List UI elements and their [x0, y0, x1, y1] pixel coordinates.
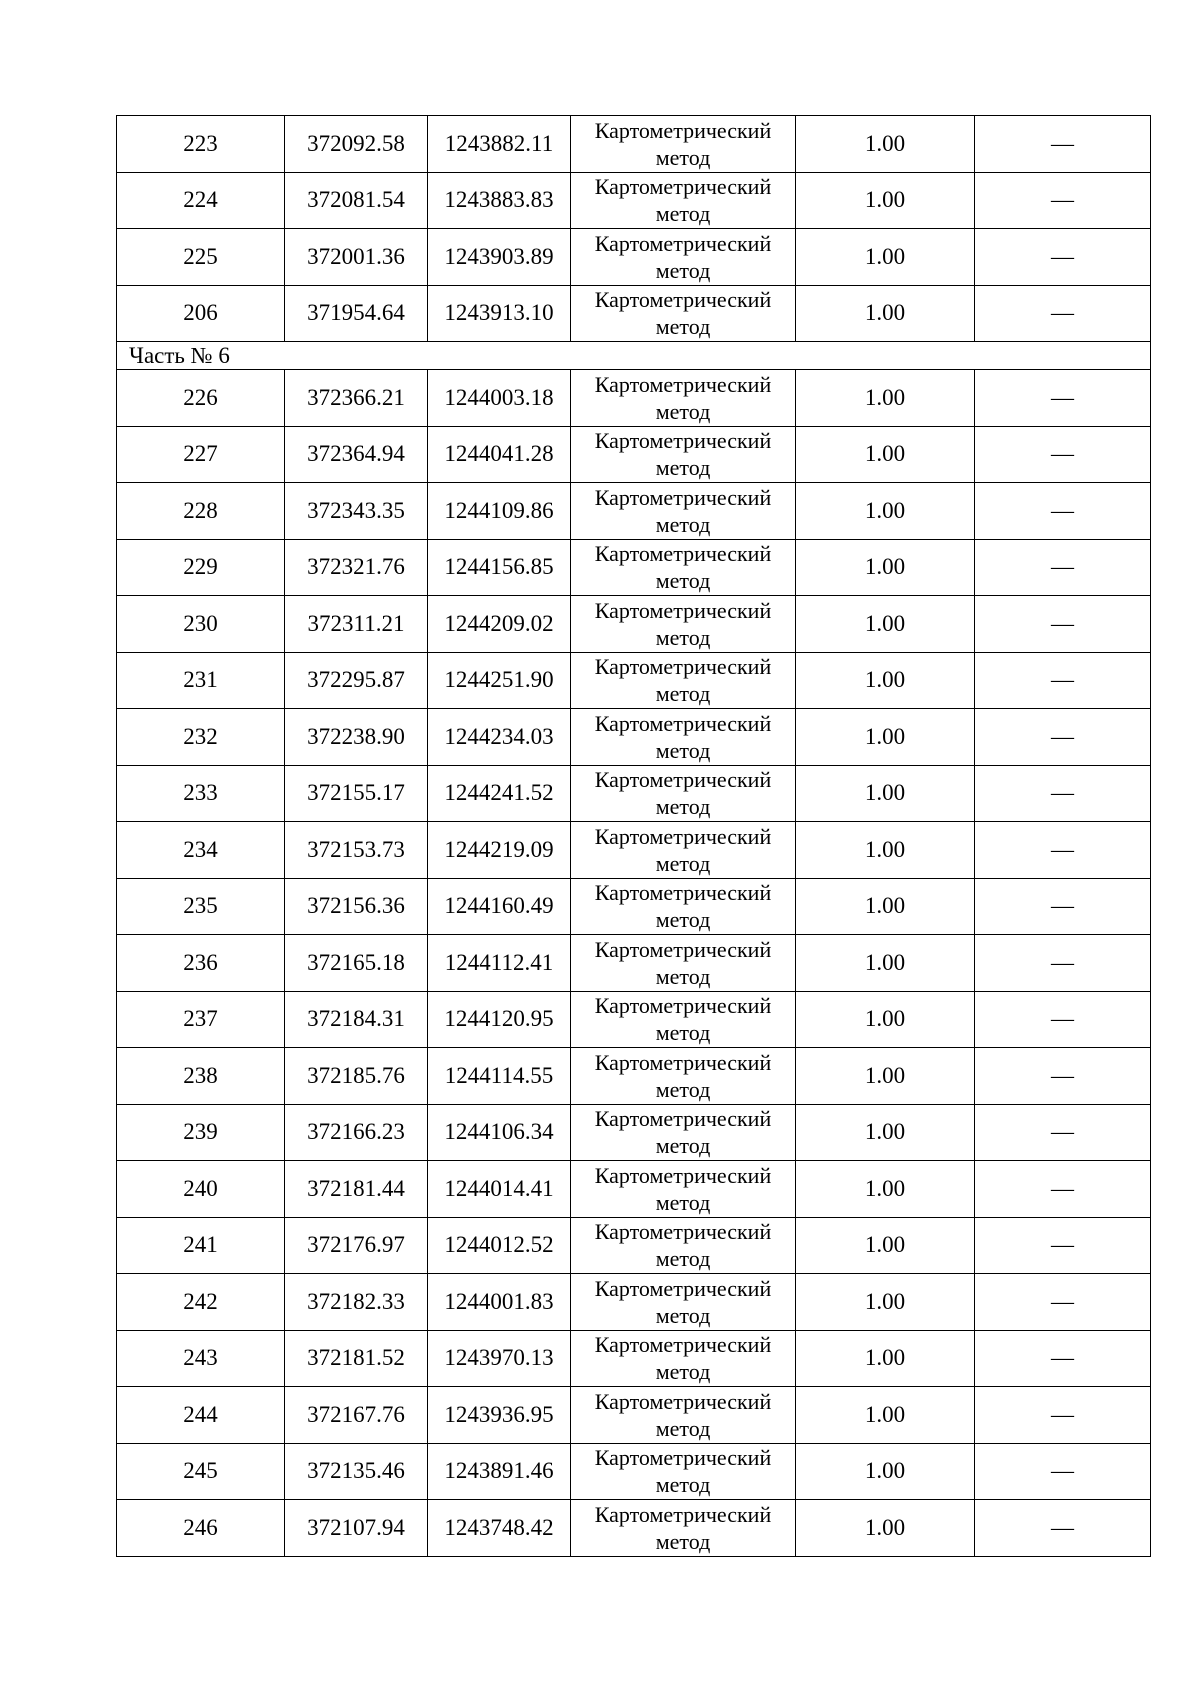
method-cell [571, 765, 796, 822]
precision-cell: 1.00 [796, 483, 975, 540]
method-cell [571, 1104, 796, 1161]
point-number-cell: 235 [117, 878, 285, 935]
method-line-2: метод [655, 398, 711, 424]
note-cell: — [975, 935, 1151, 992]
method-line-1: Картометрический [594, 1219, 772, 1245]
precision-cell: 1.00 [796, 370, 975, 427]
note-cell: — [975, 1217, 1151, 1274]
method-line-2: метод [655, 144, 711, 170]
x-coordinate-cell: 372238.90 [285, 709, 428, 766]
table-row [117, 426, 1151, 483]
precision-cell: 1.00 [796, 116, 975, 173]
y-coordinate-cell: 1244234.03 [428, 709, 571, 766]
point-number-cell: 238 [117, 1048, 285, 1105]
x-coordinate-cell: 372343.35 [285, 483, 428, 540]
point-number-cell: 232 [117, 709, 285, 766]
point-number-cell: 228 [117, 483, 285, 540]
method-line-1: Картометрический [594, 1445, 772, 1471]
method-line-1: Картометрический [594, 1049, 772, 1075]
method-cell [571, 172, 796, 229]
y-coordinate-cell: 1243970.13 [428, 1330, 571, 1387]
x-coordinate-cell: 372165.18 [285, 935, 428, 992]
method-line-2: метод [655, 1415, 711, 1441]
point-number-cell: 244 [117, 1387, 285, 1444]
point-number-cell: 246 [117, 1500, 285, 1557]
method-line-2: метод [655, 455, 711, 481]
method-line-2: метод [655, 681, 711, 707]
x-coordinate-cell: 372001.36 [285, 229, 428, 286]
y-coordinate-cell: 1244106.34 [428, 1104, 571, 1161]
point-number-cell: 225 [117, 229, 285, 286]
method-cell [571, 1048, 796, 1105]
table-row [117, 483, 1151, 540]
method-cell [571, 1217, 796, 1274]
method-line-2: метод [655, 1020, 711, 1046]
method-line-1: Картометрический [594, 823, 772, 849]
y-coordinate-cell: 1243882.11 [428, 116, 571, 173]
table-row [117, 1443, 1151, 1500]
point-number-cell: 224 [117, 172, 285, 229]
section-header-row [117, 342, 1151, 370]
x-coordinate-cell: 372167.76 [285, 1387, 428, 1444]
note-cell: — [975, 1330, 1151, 1387]
precision-cell: 1.00 [796, 1161, 975, 1218]
method-cell [571, 709, 796, 766]
method-cell [571, 1161, 796, 1218]
point-number-cell: 245 [117, 1443, 285, 1500]
method-line-2: метод [655, 1246, 711, 1272]
method-cell [571, 426, 796, 483]
x-coordinate-cell: 372182.33 [285, 1274, 428, 1331]
method-line-1: Картометрический [594, 484, 772, 510]
method-cell [571, 596, 796, 653]
method-line-2: метод [655, 1302, 711, 1328]
table-row [117, 822, 1151, 879]
x-coordinate-cell: 372364.94 [285, 426, 428, 483]
note-cell: — [975, 822, 1151, 879]
y-coordinate-cell: 1244112.41 [428, 935, 571, 992]
y-coordinate-cell: 1244014.41 [428, 1161, 571, 1218]
precision-cell: 1.00 [796, 1387, 975, 1444]
table-row [117, 1500, 1151, 1557]
precision-cell: 1.00 [796, 426, 975, 483]
method-line-1: Картометрический [594, 1332, 772, 1358]
y-coordinate-cell: 1244209.02 [428, 596, 571, 653]
note-cell: — [975, 1161, 1151, 1218]
method-cell [571, 991, 796, 1048]
point-number-cell: 206 [117, 285, 285, 342]
y-coordinate-cell: 1244001.83 [428, 1274, 571, 1331]
method-line-2: метод [655, 201, 711, 227]
method-line-1: Картометрический [594, 428, 772, 454]
method-line-1: Картометрический [594, 287, 772, 313]
method-line-2: метод [655, 1359, 711, 1385]
note-cell: — [975, 285, 1151, 342]
table-row [117, 1048, 1151, 1105]
point-number-cell: 239 [117, 1104, 285, 1161]
method-cell [571, 229, 796, 286]
method-cell [571, 116, 796, 173]
method-cell [571, 285, 796, 342]
y-coordinate-cell: 1244041.28 [428, 426, 571, 483]
method-line-2: метод [655, 1472, 711, 1498]
table-row [117, 370, 1151, 427]
y-coordinate-cell: 1244003.18 [428, 370, 571, 427]
method-line-2: метод [655, 568, 711, 594]
method-line-2: метод [655, 850, 711, 876]
y-coordinate-cell: 1243891.46 [428, 1443, 571, 1500]
x-coordinate-cell: 372081.54 [285, 172, 428, 229]
table-row [117, 116, 1151, 173]
x-coordinate-cell: 372185.76 [285, 1048, 428, 1105]
precision-cell: 1.00 [796, 1274, 975, 1331]
point-number-cell: 223 [117, 116, 285, 173]
method-line-2: метод [655, 257, 711, 283]
table-row [117, 1217, 1151, 1274]
point-number-cell: 236 [117, 935, 285, 992]
table-row [117, 991, 1151, 1048]
method-line-1: Картометрический [594, 654, 772, 680]
precision-cell: 1.00 [796, 822, 975, 879]
method-line-1: Картометрический [594, 1106, 772, 1132]
precision-cell: 1.00 [796, 539, 975, 596]
note-cell: — [975, 426, 1151, 483]
method-cell [571, 1443, 796, 1500]
method-line-1: Картометрический [594, 993, 772, 1019]
method-line-2: метод [655, 624, 711, 650]
table-row [117, 765, 1151, 822]
x-coordinate-cell: 372156.36 [285, 878, 428, 935]
point-number-cell: 226 [117, 370, 285, 427]
table-row [117, 1161, 1151, 1218]
precision-cell: 1.00 [796, 1048, 975, 1105]
table-row [117, 285, 1151, 342]
note-cell: — [975, 1274, 1151, 1331]
y-coordinate-cell: 1244241.52 [428, 765, 571, 822]
precision-cell: 1.00 [796, 1500, 975, 1557]
note-cell: — [975, 652, 1151, 709]
point-number-cell: 242 [117, 1274, 285, 1331]
x-coordinate-cell: 372321.76 [285, 539, 428, 596]
y-coordinate-cell: 1244114.55 [428, 1048, 571, 1105]
precision-cell: 1.00 [796, 935, 975, 992]
method-line-1: Картометрический [594, 1275, 772, 1301]
precision-cell: 1.00 [796, 878, 975, 935]
method-line-2: метод [655, 737, 711, 763]
y-coordinate-cell: 1244109.86 [428, 483, 571, 540]
method-cell [571, 822, 796, 879]
note-cell: — [975, 596, 1151, 653]
x-coordinate-cell: 372184.31 [285, 991, 428, 1048]
precision-cell: 1.00 [796, 765, 975, 822]
x-coordinate-cell: 372153.73 [285, 822, 428, 879]
point-number-cell: 243 [117, 1330, 285, 1387]
method-line-1: Картометрический [594, 230, 772, 256]
method-cell [571, 1274, 796, 1331]
note-cell: — [975, 229, 1151, 286]
precision-cell: 1.00 [796, 652, 975, 709]
y-coordinate-cell: 1244251.90 [428, 652, 571, 709]
note-cell: — [975, 1443, 1151, 1500]
y-coordinate-cell: 1244160.49 [428, 878, 571, 935]
method-cell [571, 878, 796, 935]
table-row [117, 172, 1151, 229]
table-row [117, 935, 1151, 992]
table-row [117, 1330, 1151, 1387]
x-coordinate-cell: 372311.21 [285, 596, 428, 653]
precision-cell: 1.00 [796, 285, 975, 342]
method-line-1: Картометрический [594, 541, 772, 567]
y-coordinate-cell: 1244012.52 [428, 1217, 571, 1274]
method-line-1: Картометрический [594, 174, 772, 200]
method-line-2: метод [655, 794, 711, 820]
table-row [117, 596, 1151, 653]
method-line-1: Картометрический [594, 936, 772, 962]
x-coordinate-cell: 372181.52 [285, 1330, 428, 1387]
method-cell [571, 539, 796, 596]
x-coordinate-cell: 372155.17 [285, 765, 428, 822]
method-line-1: Картометрический [594, 371, 772, 397]
method-cell [571, 1330, 796, 1387]
note-cell: — [975, 1048, 1151, 1105]
note-cell: — [975, 878, 1151, 935]
point-number-cell: 233 [117, 765, 285, 822]
precision-cell: 1.00 [796, 991, 975, 1048]
y-coordinate-cell: 1243748.42 [428, 1500, 571, 1557]
point-number-cell: 227 [117, 426, 285, 483]
precision-cell: 1.00 [796, 709, 975, 766]
x-coordinate-cell: 371954.64 [285, 285, 428, 342]
note-cell: — [975, 370, 1151, 427]
point-number-cell: 230 [117, 596, 285, 653]
method-cell [571, 935, 796, 992]
method-cell [571, 1387, 796, 1444]
y-coordinate-cell: 1243936.95 [428, 1387, 571, 1444]
table-row [117, 709, 1151, 766]
method-cell [571, 370, 796, 427]
method-line-1: Картометрический [594, 117, 772, 143]
method-line-1: Картометрический [594, 1388, 772, 1414]
y-coordinate-cell: 1244156.85 [428, 539, 571, 596]
precision-cell: 1.00 [796, 229, 975, 286]
note-cell: — [975, 765, 1151, 822]
y-coordinate-cell: 1243883.83 [428, 172, 571, 229]
point-number-cell: 241 [117, 1217, 285, 1274]
method-line-1: Картометрический [594, 710, 772, 736]
table-row [117, 1104, 1151, 1161]
precision-cell: 1.00 [796, 596, 975, 653]
note-cell: — [975, 991, 1151, 1048]
method-line-1: Картометрический [594, 880, 772, 906]
method-line-2: метод [655, 907, 711, 933]
table-body [117, 116, 1151, 1557]
table-row [117, 229, 1151, 286]
x-coordinate-cell: 372135.46 [285, 1443, 428, 1500]
note-cell: — [975, 1387, 1151, 1444]
method-cell [571, 652, 796, 709]
precision-cell: 1.00 [796, 1443, 975, 1500]
table-row [117, 539, 1151, 596]
method-line-2: метод [655, 1133, 711, 1159]
coordinates-table [116, 115, 1151, 1557]
method-line-2: метод [655, 314, 711, 340]
x-coordinate-cell: 372166.23 [285, 1104, 428, 1161]
method-line-2: метод [655, 511, 711, 537]
method-line-1: Картометрический [594, 1162, 772, 1188]
y-coordinate-cell: 1244219.09 [428, 822, 571, 879]
x-coordinate-cell: 372107.94 [285, 1500, 428, 1557]
method-line-1: Картометрический [594, 1501, 772, 1527]
method-line-2: метод [655, 1189, 711, 1215]
method-line-1: Картометрический [594, 597, 772, 623]
precision-cell: 1.00 [796, 1217, 975, 1274]
method-line-2: метод [655, 963, 711, 989]
section-title: Часть № 6 [117, 342, 1151, 370]
table-row [117, 1274, 1151, 1331]
point-number-cell: 240 [117, 1161, 285, 1218]
method-cell [571, 1500, 796, 1557]
precision-cell: 1.00 [796, 1330, 975, 1387]
note-cell: — [975, 483, 1151, 540]
method-line-1: Картометрический [594, 767, 772, 793]
point-number-cell: 237 [117, 991, 285, 1048]
method-line-2: метод [655, 1076, 711, 1102]
y-coordinate-cell: 1244120.95 [428, 991, 571, 1048]
precision-cell: 1.00 [796, 1104, 975, 1161]
point-number-cell: 231 [117, 652, 285, 709]
x-coordinate-cell: 372176.97 [285, 1217, 428, 1274]
note-cell: — [975, 172, 1151, 229]
table-row [117, 652, 1151, 709]
table-row [117, 1387, 1151, 1444]
x-coordinate-cell: 372295.87 [285, 652, 428, 709]
point-number-cell: 234 [117, 822, 285, 879]
table-row [117, 878, 1151, 935]
x-coordinate-cell: 372181.44 [285, 1161, 428, 1218]
precision-cell: 1.00 [796, 172, 975, 229]
note-cell: — [975, 1500, 1151, 1557]
note-cell: — [975, 116, 1151, 173]
y-coordinate-cell: 1243903.89 [428, 229, 571, 286]
y-coordinate-cell: 1243913.10 [428, 285, 571, 342]
x-coordinate-cell: 372092.58 [285, 116, 428, 173]
method-line-2: метод [655, 1528, 711, 1554]
note-cell: — [975, 1104, 1151, 1161]
point-number-cell: 229 [117, 539, 285, 596]
note-cell: — [975, 539, 1151, 596]
note-cell: — [975, 709, 1151, 766]
method-cell [571, 483, 796, 540]
x-coordinate-cell: 372366.21 [285, 370, 428, 427]
